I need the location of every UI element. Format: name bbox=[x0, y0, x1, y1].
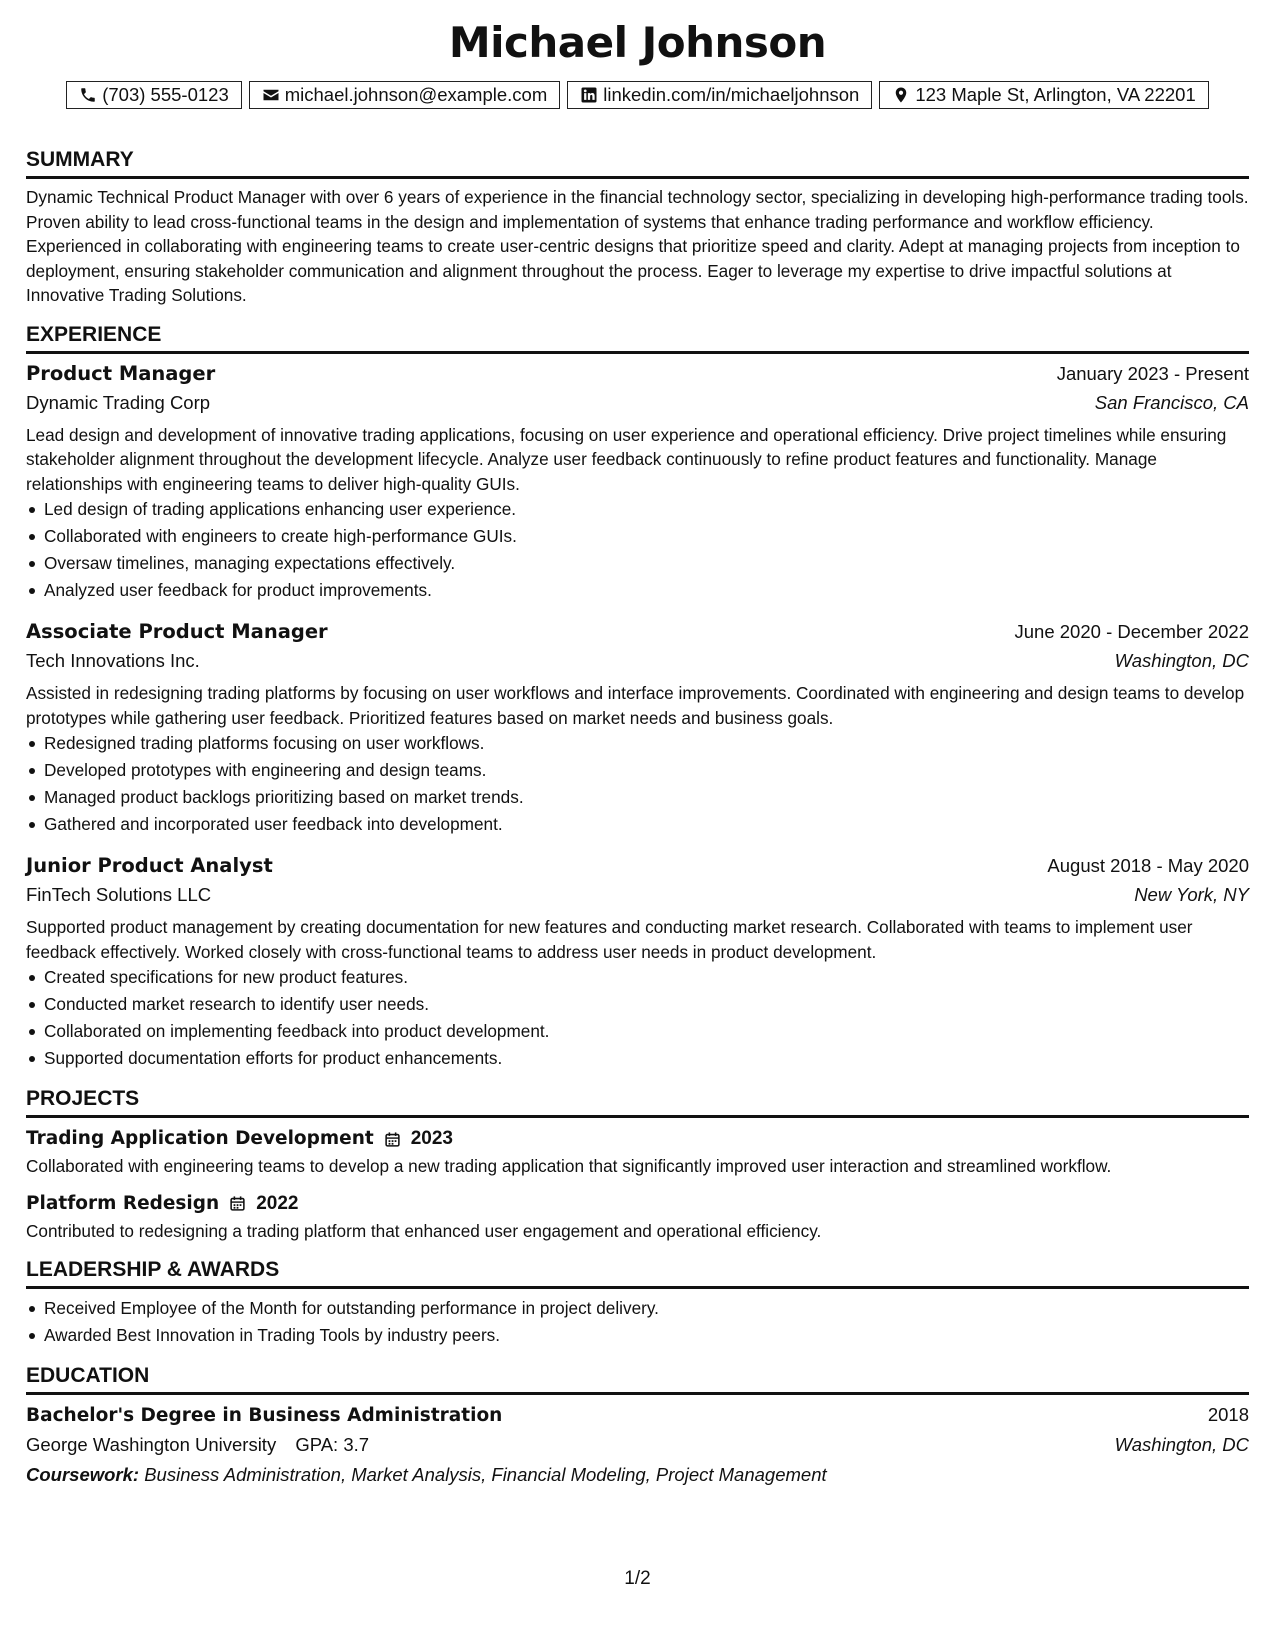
project-year: 2023 bbox=[410, 1128, 453, 1149]
project-year: 2022 bbox=[256, 1192, 299, 1214]
list-item: Analyzed user feedback for product improvements. bbox=[44, 577, 1249, 604]
summary-heading: SUMMARY bbox=[26, 147, 1249, 179]
education-school: George Washington University bbox=[26, 1434, 277, 1455]
job-bullets bbox=[26, 730, 1249, 838]
list-item: Developed prototypes with engineering and design teams. bbox=[44, 757, 1249, 784]
contact-linkedin-text: linkedin.com/in/michaeljohnson bbox=[603, 84, 860, 105]
job-date: January 2023 - Present bbox=[1056, 362, 1249, 384]
contact-linkedin[interactable] bbox=[567, 81, 872, 109]
list-item: Supported documentation efforts for product enhancements. bbox=[44, 1045, 1249, 1072]
list-item: Managed product backlogs prioritizing based on market trends. bbox=[44, 784, 1249, 811]
list-item: Created specifications for new product features. bbox=[44, 964, 1249, 991]
list-item: Led design of trading applications enhancing user experience. bbox=[44, 496, 1249, 523]
job-title: Product Manager bbox=[26, 361, 216, 385]
education-heading: EDUCATION bbox=[26, 1363, 1249, 1395]
job-description: Supported product management by creating documentation for new features and conducting market research. Collaborated with teams to implement user feedback effectively. Worked closely with cross-functional teams to address user needs in product development. bbox=[26, 917, 1193, 962]
contact-address[interactable] bbox=[879, 81, 1208, 109]
list-item: Collaborated on implementing feedback into product development. bbox=[44, 1018, 1249, 1045]
list-item: Redesigned trading platforms focusing on user workflows. bbox=[44, 730, 1249, 757]
job-company: Tech Innovations Inc. bbox=[26, 650, 200, 671]
leadership-list bbox=[26, 1295, 1249, 1349]
envelope-icon bbox=[262, 86, 280, 104]
education-section bbox=[26, 1363, 1249, 1490]
job-description: Lead design and development of innovative trading applications, focusing on user experience and operational efficiency. Drive project timelines while ensuring stakeholder alignment throughout the development lifecycle. Analyze user feedback continuously to refine product features and functionality. Manage relationships with engineering teams to deliver high-quality GUIs. bbox=[26, 424, 1227, 494]
job-bullets bbox=[26, 496, 1249, 604]
job-entry bbox=[26, 618, 1249, 838]
education-degree: Bachelor's Degree in Business Administration bbox=[26, 1405, 503, 1426]
linkedin-icon bbox=[580, 86, 598, 104]
job-location: San Francisco, CA bbox=[1094, 391, 1249, 413]
list-item: Gathered and incorporated user feedback into development. bbox=[44, 811, 1249, 838]
leadership-heading: LEADERSHIP & AWARDS bbox=[26, 1257, 1249, 1289]
job-entry bbox=[26, 360, 1249, 605]
job-title: Junior Product Analyst bbox=[26, 854, 273, 877]
job-bullets bbox=[26, 964, 1249, 1072]
education-gpa: GPA: 3.7 bbox=[295, 1434, 370, 1455]
job-company: FinTech Solutions LLC bbox=[26, 884, 212, 905]
list-item: Awarded Best Innovation in Trading Tools by industry peers. bbox=[44, 1322, 1249, 1349]
calendar-icon bbox=[229, 1195, 246, 1212]
projects-section bbox=[26, 1086, 1249, 1243]
coursework-text: Business Administration, Market Analysis, Financial Modeling, Project Management bbox=[144, 1464, 827, 1485]
page-number: 1/2 bbox=[624, 1568, 651, 1589]
summary-text: Dynamic Technical Product Manager with over 6 years of experience in the financial technology sector, specializing in developing high-performance trading tools. Proven ability to lead cross-functional teams in the design and implementation of systems that enhance trading performance and workflow efficiency. Experienced in collaborating with engineering teams to create user-centric designs that prioritize speed and clarity. Adept at managing projects from inception to deployment, ensuring stakeholder communication and alignment throughout the process. Eager to leverage my expertise to drive impactful solutions at Innovative Trading Solutions. bbox=[26, 187, 1249, 305]
education-location: Washington, DC bbox=[1114, 1434, 1249, 1455]
job-location: New York, NY bbox=[1134, 884, 1249, 905]
project-title: Platform Redesign bbox=[26, 1192, 220, 1214]
resume-content bbox=[26, 147, 1249, 1490]
job-company: Dynamic Trading Corp bbox=[26, 391, 211, 413]
candidate-name: Michael Johnson bbox=[448, 18, 827, 67]
job-description: Assisted in redesigning trading platforms by focusing on user workflows and interface improvements. Coordinated with engineering and design teams to develop prototypes while gathering user feedback. Prioritized features based on market needs and business goals. bbox=[26, 683, 1245, 728]
list-item: Oversaw timelines, managing expectations effectively. bbox=[44, 550, 1249, 577]
contact-bar bbox=[0, 81, 1275, 109]
job-date: August 2018 - May 2020 bbox=[1047, 855, 1249, 876]
summary-section bbox=[26, 147, 1249, 308]
contact-phone[interactable] bbox=[66, 81, 242, 109]
list-item: Conducted market research to identify user needs. bbox=[44, 991, 1249, 1018]
project-description: Collaborated with engineering teams to develop a new trading application that significantly improved user interaction and streamlined workflow. bbox=[26, 1156, 1112, 1176]
job-title: Associate Product Manager bbox=[26, 620, 328, 643]
project-entry bbox=[26, 1124, 1249, 1179]
contact-email-text: michael.johnson@example.com bbox=[284, 84, 548, 105]
leadership-section bbox=[26, 1257, 1249, 1349]
project-entry bbox=[26, 1189, 1249, 1244]
project-description: Contributed to redesigning a trading platform that enhanced user engagement and operational efficiency. bbox=[26, 1220, 822, 1241]
project-title: Trading Application Development bbox=[26, 1128, 374, 1149]
job-location: Washington, DC bbox=[1114, 650, 1249, 671]
contact-phone-text: (703) 555-0123 bbox=[102, 84, 229, 105]
list-item: Received Employee of the Month for outstanding performance in project delivery. bbox=[44, 1295, 1249, 1322]
experience-section bbox=[26, 322, 1249, 1073]
contact-email[interactable] bbox=[249, 81, 561, 109]
education-coursework bbox=[26, 1460, 1249, 1490]
projects-heading: PROJECTS bbox=[26, 1086, 1249, 1118]
education-year: 2018 bbox=[1207, 1404, 1249, 1425]
phone-icon bbox=[79, 86, 97, 104]
list-item: Collaborated with engineers to create high-performance GUIs. bbox=[44, 523, 1249, 550]
job-entry bbox=[26, 852, 1249, 1072]
contact-address-text: 123 Maple St, Arlington, VA 22201 bbox=[915, 84, 1196, 105]
map-pin-icon bbox=[892, 86, 910, 104]
job-date: June 2020 - December 2022 bbox=[1014, 621, 1249, 642]
coursework-label: Coursework: bbox=[26, 1464, 140, 1485]
experience-heading: EXPERIENCE bbox=[26, 322, 1249, 354]
calendar-icon bbox=[384, 1131, 401, 1148]
